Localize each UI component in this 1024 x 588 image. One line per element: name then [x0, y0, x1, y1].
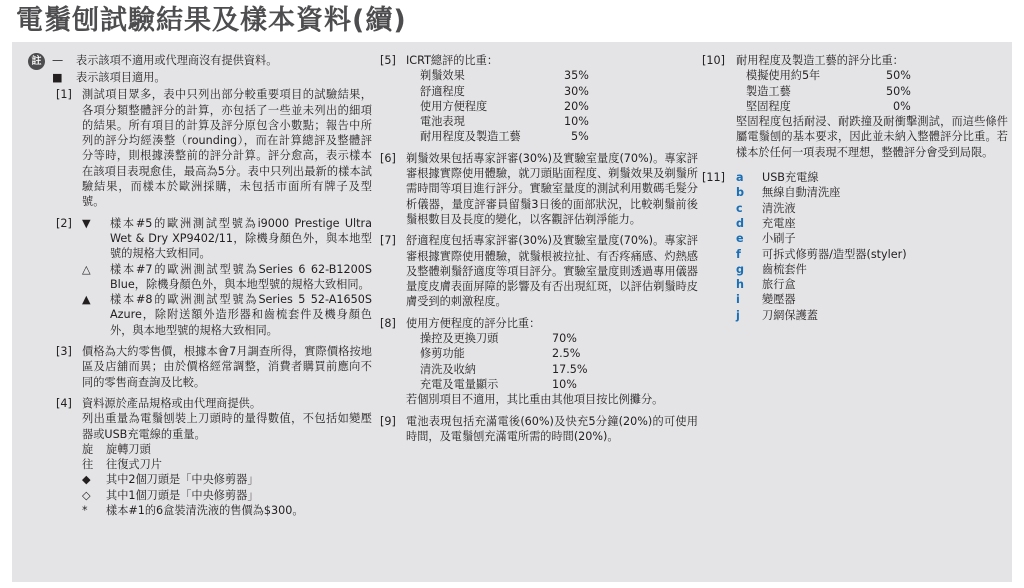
note-item: [82, 472, 372, 487]
note-heading: 耐用程度及製造工藝的評分比重：: [736, 54, 904, 67]
weight-row: [420, 377, 698, 392]
weight-label: 製造工藝: [746, 84, 791, 98]
legend-text: 表示該項目適用。: [76, 71, 166, 84]
item-text: 樣本#7的歐洲測試型號為Series 6 62-B1200S Blue，除機身顏色外，與本地型號的規格大致相同。: [110, 262, 372, 291]
weight-label: 模擬使用約5年: [746, 69, 821, 83]
note-7: [380, 233, 698, 309]
accessory-letter: d: [736, 216, 745, 230]
weight-value: 50%: [886, 69, 911, 83]
note-label: [11]: [702, 171, 725, 185]
accessory-text: 清洗液: [762, 201, 796, 215]
note-label: [7]: [380, 234, 396, 248]
item-mark: 旋: [82, 442, 94, 456]
legend-text: 表示該項不適用或代理商沒有提供資料。: [76, 54, 278, 67]
item-text: 其中2個刀頭是「中央修剪器」: [106, 473, 259, 487]
note-4: [28, 396, 372, 518]
weight-label: 清洗及收納: [420, 362, 476, 376]
item-mark: △: [82, 262, 91, 276]
accessory-text: 變壓器: [762, 293, 796, 307]
weight-row: [420, 68, 698, 83]
note-label: [4]: [56, 396, 72, 410]
note-5: [380, 53, 698, 145]
weight-row: [420, 84, 698, 99]
weight-row: [420, 362, 698, 377]
notes-panel: [12, 42, 1012, 582]
weight-row: [420, 346, 698, 361]
item-mark: ◇: [82, 488, 91, 502]
note-text: 列出重量為電鬚刨裝上刀頭時的量得數值，不包括如變壓器或USB充電線的重量。: [82, 412, 372, 441]
weight-label: 剃鬚效果: [420, 69, 465, 83]
item-text: 樣本#1的6盒裝清洗液的售價為$300。: [106, 504, 304, 518]
accessory-letter: a: [736, 171, 744, 185]
note-text: 測試項目眾多，表中只列出部分較重要項目的試驗結果，各項分類整體評分的計算，亦包括了一些並未列出的細項的結果。所有項目的計算及評分原包含小數點；報告中所列的評分均經湊整（rounding），而在計算總評及整體評分等時，則根據湊整前的評分計算。評分愈高，表示樣本在該項目表現愈佳，最高為5分。表中只列出最新的樣本試驗結果，而樣本於歐洲採購，未包括市面所有牌子及型號。: [82, 88, 372, 209]
accessory-item: [736, 231, 1008, 246]
accessory-text: 充電座: [762, 216, 796, 230]
weight-value: 30%: [564, 84, 589, 98]
item-text: 往復式刀片: [106, 458, 162, 472]
note-8: [380, 316, 698, 408]
page-title: 電鬚刨試驗結果及樣本資料(續): [16, 5, 407, 36]
notes-column-3: [702, 53, 1008, 323]
note-text: 電池表現包括充滿電後(60%)及快充5分鐘(20%)的可使用時間，及電鬚刨充滿電所需的時間(20%)。: [406, 414, 698, 443]
weight-row: [420, 99, 698, 114]
note-item: [82, 503, 372, 518]
note-text: 若個別項目不適用，其比重由其他項目按比例攤分。: [406, 393, 664, 407]
note-3: [28, 344, 372, 390]
note-text: 舒適程度包括專家評審(30%)及實驗室量度(70%)。專家評審根據實際使用體驗，就鬚根被拉扯、有否疼痛感、灼熱感及整體剃鬚舒適度等項目評分。實驗室量度則透過專用儀器量度皮膚表面屏障的影響及有否出現紅斑，以評估剃鬚時皮膚受到的刺激程度。: [406, 234, 698, 309]
accessory-item: [736, 170, 1008, 185]
note-label: [10]: [702, 54, 725, 67]
item-text: 樣本#5的歐洲測試型號為i9000 Prestige Ultra Wet & Dry XP9402/11，除機身顏色外，與本地型號的規格大致相同。: [110, 216, 372, 261]
note-item: [82, 292, 372, 338]
weight-value: 5%: [571, 130, 589, 144]
note-text: 剃鬚效果包括專家評審(30%)及實驗室量度(70%)。專家評審根據實際使用體驗，就刀頭貼面程度、剃鬚效果及剃鬚所需時間等項目進行評分。實驗室量度的測試利用數碼毛髮分析儀器，量度評審員留鬚3日後的面部狀況，比較剃鬚前後鬚根數目及長度的變化，以客觀評估剃淨能力。: [406, 151, 698, 226]
note-label: [9]: [380, 414, 396, 428]
note-text: 堅固程度包括耐浸、耐跌撞及耐衝擊測試，而這些條件屬電鬚刨的基本要求，因此並未納入整體評分比重。若樣本於任何一項表現不理想，整體評分會受到局限。: [736, 115, 1008, 159]
item-mark: 往: [82, 458, 94, 472]
weight-row: [420, 114, 698, 129]
accessory-item: [736, 216, 1008, 231]
weight-row: [746, 99, 1008, 114]
note-label: [5]: [380, 54, 396, 67]
weight-value: 10%: [552, 377, 577, 391]
weight-label: 舒適程度: [420, 84, 465, 98]
accessory-text: 旅行盒: [762, 278, 796, 292]
item-mark: ◆: [82, 473, 91, 487]
notes-column-2: [380, 53, 698, 444]
note-icon: 註: [28, 53, 45, 70]
weight-label: 操控及更換刀頭: [420, 332, 499, 346]
weight-value: 70%: [552, 332, 577, 346]
weight-value: 0%: [893, 99, 911, 113]
accessory-text: 無線自動清洗座: [762, 186, 841, 200]
item-text: 樣本#8的歐洲測試型號為Series 5 52-A1650S Azure，除附送額外造形器和齒梳套件及機身顏色外，與本地型號的規格大致相同。: [110, 293, 372, 337]
note-9: [380, 414, 698, 445]
note-1: [28, 87, 372, 209]
item-text: 旋轉刀頭: [106, 442, 151, 456]
accessory-letter: c: [736, 201, 743, 215]
legend-row: [28, 70, 372, 85]
accessory-letter: f: [736, 247, 741, 261]
accessory-item: [736, 262, 1008, 277]
note-label: [3]: [56, 345, 72, 359]
accessory-letter: e: [736, 232, 744, 246]
note-text: 價格為大約零售價，根據本會7月調查所得，實際價格按地區及店舖而異；由於價格經常調整，消費者購買前應向不同的零售商查詢及比較。: [82, 345, 372, 389]
weight-value: 20%: [564, 99, 589, 113]
note-item: [82, 442, 372, 457]
item-mark: ▲: [82, 293, 91, 307]
accessory-letter: j: [736, 308, 740, 322]
weight-value: 50%: [886, 84, 911, 98]
item-text: 其中1個刀頭是「中央修剪器」: [106, 488, 259, 502]
weight-label: 堅固程度: [746, 99, 791, 113]
weight-label: 耐用程度及製造工藝: [420, 130, 521, 144]
note-label: [6]: [380, 151, 396, 165]
note-heading: 使用方便程度的評分比重：: [406, 316, 541, 330]
accessory-text: 刀網保護蓋: [762, 308, 818, 322]
weight-value: 10%: [564, 115, 589, 129]
weight-row: [420, 331, 698, 346]
legend-mark: —: [52, 54, 64, 67]
note-label: [1]: [56, 88, 72, 102]
item-mark: ▼: [82, 216, 91, 230]
note-item: [82, 457, 372, 472]
accessory-letter: b: [736, 186, 745, 200]
weight-value: 35%: [564, 69, 589, 83]
legend-mark: ■: [52, 71, 63, 84]
weight-label: 使用方便程度: [420, 99, 488, 113]
note-text: 資料源於產品規格或由代理商提供。: [82, 396, 262, 410]
weight-row: [420, 129, 698, 144]
note-10: [702, 53, 1008, 160]
note-label: [8]: [380, 316, 396, 330]
accessory-text: USB充電線: [762, 171, 819, 185]
accessory-item: [736, 201, 1008, 216]
note-item: [82, 216, 372, 262]
weight-label: 電池表現: [420, 115, 465, 129]
accessory-letter: h: [736, 278, 744, 292]
weight-value: 17.5%: [552, 362, 588, 376]
item-mark: *: [82, 504, 88, 518]
note-11: [702, 170, 1008, 323]
accessory-item: [736, 185, 1008, 200]
notes-column-1: [28, 53, 372, 518]
weight-label: 修剪功能: [420, 347, 465, 361]
accessory-letter: i: [736, 293, 740, 307]
note-item: [82, 488, 372, 503]
note-item: [82, 262, 372, 293]
weight-label: 充電及電量顯示: [420, 377, 499, 391]
note-6: [380, 151, 698, 227]
accessory-item: [736, 308, 1008, 323]
accessory-text: 齒梳套件: [762, 262, 807, 276]
weight-row: [746, 84, 1008, 99]
accessory-text: 小刷子: [762, 232, 796, 246]
legend-row: [28, 53, 372, 70]
accessory-item: [736, 292, 1008, 307]
note-icon-wrap: [28, 53, 52, 70]
weight-value: 2.5%: [552, 347, 581, 361]
accessory-letter: g: [736, 262, 745, 276]
accessory-text: 可拆式修剪器/造型器(styler): [762, 247, 907, 261]
note-heading: ICRT總評的比重：: [406, 54, 499, 67]
accessory-item: [736, 277, 1008, 292]
note-2: [28, 216, 372, 338]
weight-row: [746, 68, 1008, 83]
accessory-item: [736, 247, 1008, 262]
note-label: [2]: [56, 216, 72, 230]
